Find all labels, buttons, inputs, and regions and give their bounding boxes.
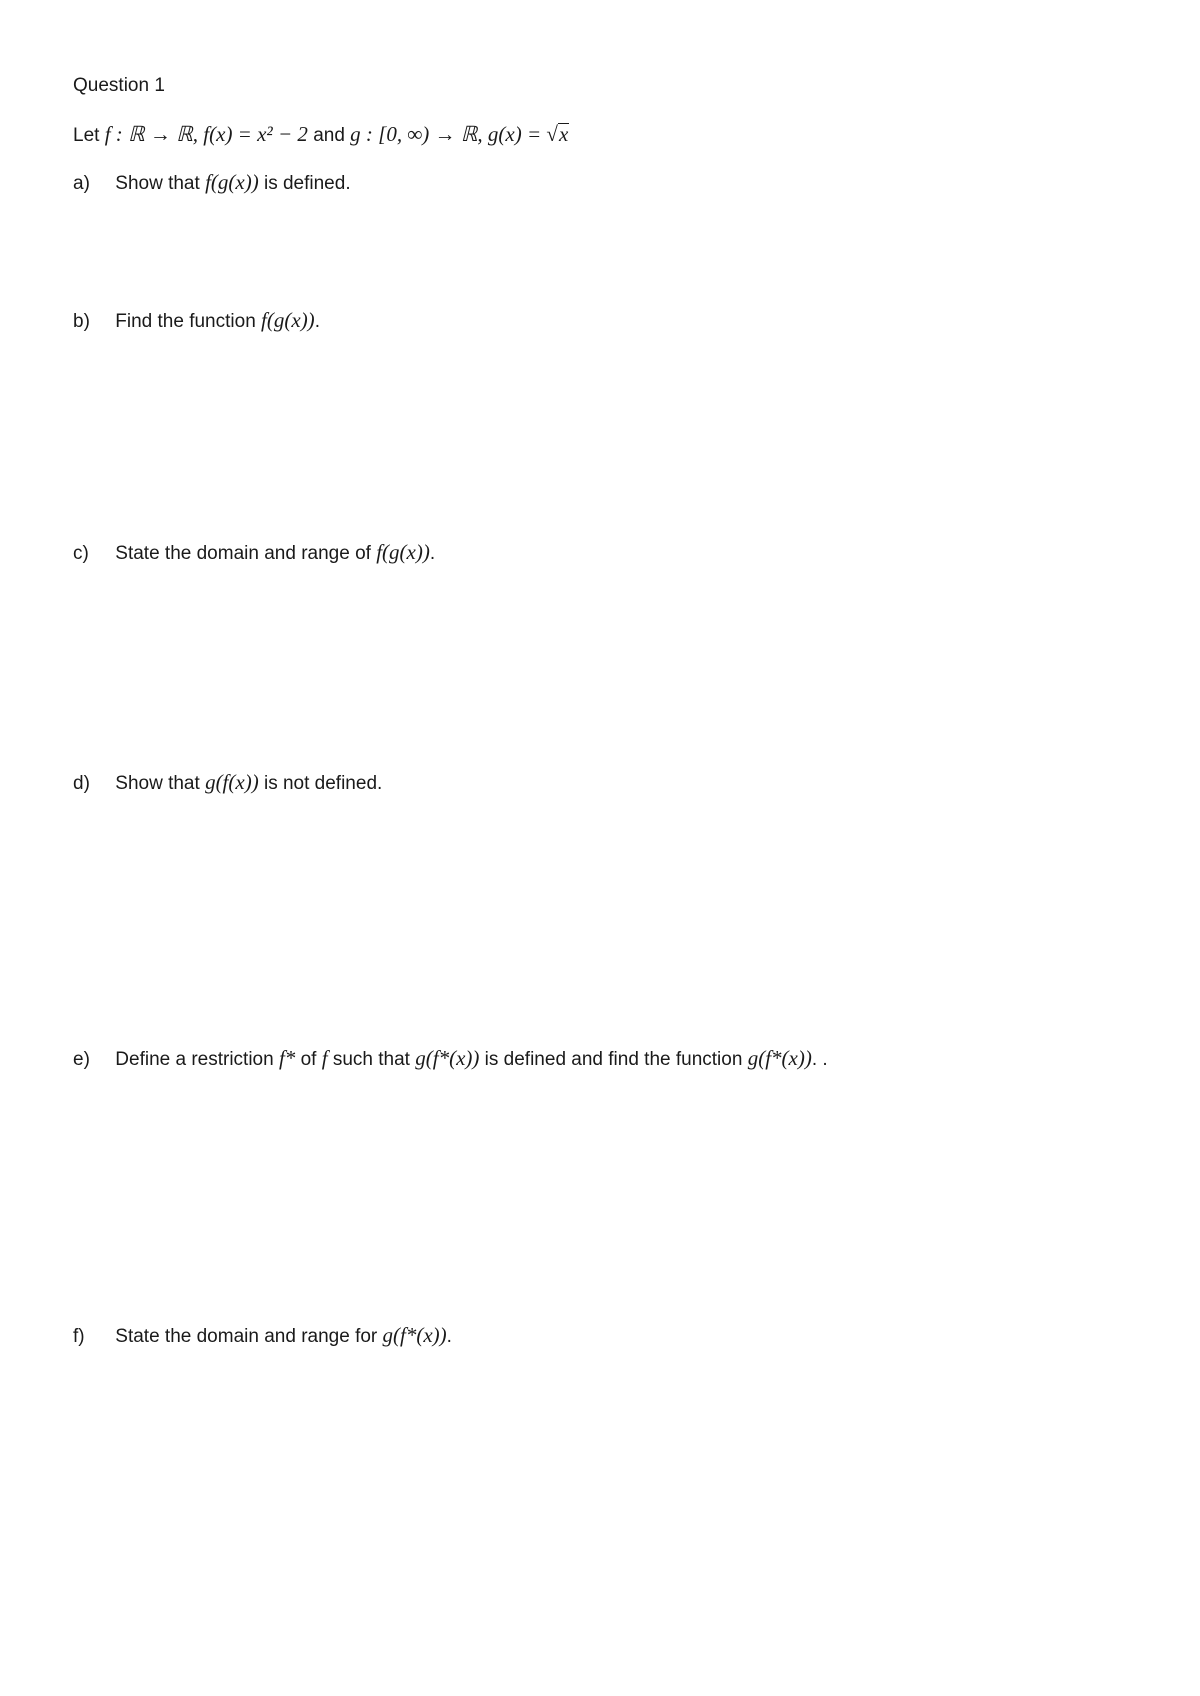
part-c-text-after: . [429,543,436,564]
sqrt-radicand: x [558,122,569,146]
part-b-label: b) [73,311,90,332]
part-e [73,1043,828,1075]
part-f-text-after: . [446,1326,452,1347]
part-e-math-1: f* [278,1046,296,1070]
part-b-text-before: Find the function [115,311,256,332]
part-a-text-before: Show that [115,173,200,194]
part-e-math-3: g(f*(x)) [415,1046,480,1070]
part-e-text-4: is defined and find the function [484,1049,743,1070]
part-a-text-after: is defined. [263,173,351,194]
part-e-text-1: Define a restriction [115,1049,274,1070]
part-c-math: f(g(x)) [376,540,430,564]
part-c [73,537,435,569]
part-b [73,305,320,337]
part-c-label: c) [73,543,89,564]
f-definition: f : ℝ → ℝ, f(x) = x² − 2 [104,122,308,146]
part-f [73,1320,452,1352]
part-d [73,767,382,799]
part-f-text-before: State the domain and range for [115,1326,378,1347]
part-d-label: d) [73,773,90,794]
part-a-math: f(g(x)) [205,170,259,194]
part-f-label: f) [73,1326,85,1347]
part-d-math: g(f(x)) [205,770,259,794]
part-a-label: a) [73,173,90,194]
intro-let: Let [73,125,100,146]
part-b-math: f(g(x)) [261,308,315,332]
part-e-text-2: of [300,1049,317,1070]
question-title [73,71,165,101]
intro-and: and [313,125,345,146]
part-d-text-before: Show that [115,773,200,794]
part-d-text-after: is not defined. [263,773,383,794]
part-c-text-before: State the domain and range of [115,543,371,564]
part-e-label: e) [73,1049,90,1070]
part-e-math-4: g(f*(x)) [747,1046,812,1070]
part-e-text-5: . . [811,1049,828,1070]
part-e-text-3: such that [332,1049,410,1070]
part-e-math-2: f [321,1046,328,1070]
part-a [73,167,351,199]
question-title-text: Question 1 [73,75,165,96]
part-b-text-after: . [314,311,320,332]
question-intro [73,119,569,151]
part-f-math: g(f*(x)) [382,1323,447,1347]
g-definition: g : [0, ∞) → ℝ, g(x) = √ [350,122,558,146]
